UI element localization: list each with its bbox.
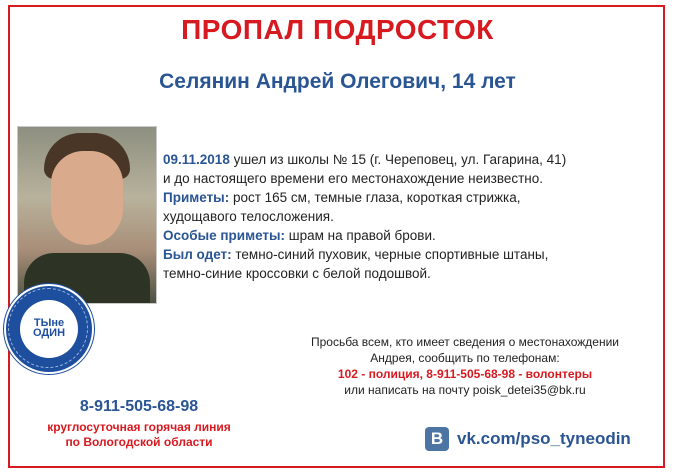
appeal-block [270,334,660,398]
clothes-line [163,245,653,264]
description-block [163,150,653,283]
appeal-email: или написать на почту poisk_detei35@bk.ru [344,383,586,397]
badge-line-2: ОДИН [32,327,66,339]
hotline-line-2: по Вологодской области [65,435,213,449]
badge-inner [20,300,78,358]
poster-headline: ПРОПАЛ ПОДРОСТОК [181,14,494,45]
hotline-line-1: круглосуточная горячая линия [47,420,231,434]
appeal-line-1: Просьба всем, кто имеет сведения о местонахождении [310,335,620,349]
missing-person-name: Селянин Андрей Олегович, 14 лет [159,70,516,93]
photo-face [51,151,123,245]
missing-person-photo [17,126,157,304]
hotline-block [24,398,254,450]
signs-label: Приметы: [163,190,230,205]
special-signs-label: Особые приметы: [163,228,286,243]
description-line-2: и до настоящего времени его местонахождение неизвестно. [163,171,543,186]
signs-text: рост 165 см, темные глаза, короткая стрижка, [229,190,521,205]
badge-text [20,318,78,338]
clothes-text: темно-синий пуховик, черные спортивные штаны, [231,247,549,262]
signs-line [163,188,653,207]
vk-icon: В [425,427,449,451]
vk-group-link[interactable] [425,425,631,453]
description-line-1-rest: ушел из школы № 15 (г. Череповец, ул. Гагарина, 41) [229,152,567,167]
missing-date: 09.11.2018 [163,152,230,167]
special-signs-line [163,226,653,245]
appeal-line-2: Андрея, сообщить по телефонам: [370,351,560,365]
description-line-1 [163,150,653,169]
signs-line-2: худощавого телосложения. [163,209,334,224]
badge-line-1: ТЫне [33,317,65,329]
special-signs-text: шрам на правой брови. [285,228,436,243]
appeal-phones: 102 - полиция, 8-911-505-68-98 - волонтеры [337,367,593,381]
clothes-line-2: темно-синие кроссовки с белой подошвой. [163,266,431,281]
hotline-phone: 8-911-505-68-98 [79,398,199,415]
vk-link-text[interactable]: vk.com/pso_tyneodin [457,429,631,448]
clothes-label: Был одет: [163,247,232,262]
organization-badge-logo [4,284,94,374]
